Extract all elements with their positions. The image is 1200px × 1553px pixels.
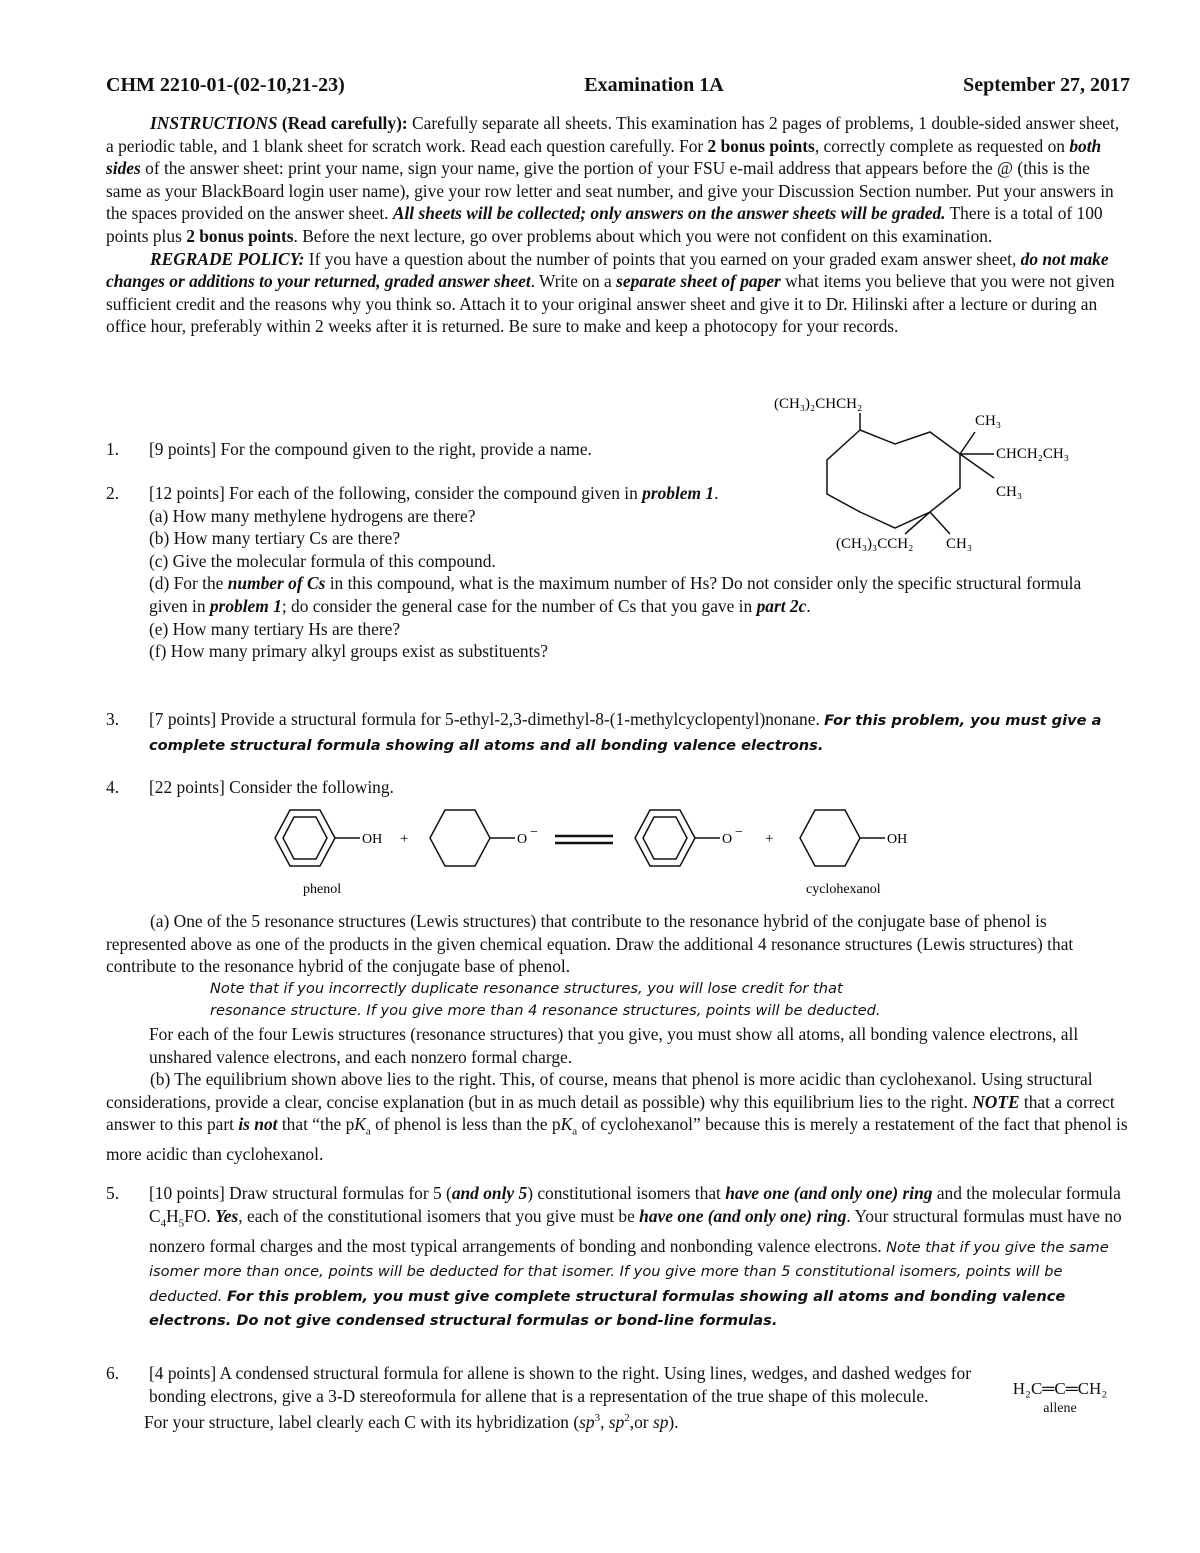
- instructions-block: [106, 112, 1128, 338]
- plus-sign-2: +: [765, 831, 774, 847]
- allene-label: allene: [1043, 1400, 1077, 1416]
- q6-hybridization: For your structure, label clearly each C with its hybridization ($sp^3$, $sp^2,or$ sp).: [144, 1411, 679, 1432]
- q4a-note-line2: resonance structure. If you give more than 4 resonance structures, points will be deducted.: [210, 1002, 881, 1020]
- oh-label-2: OH: [887, 832, 908, 847]
- q3-number: 3.: [106, 709, 120, 729]
- mol1-ch3-top: CH₃: [975, 413, 1002, 429]
- allene-formula: H₂C═C═CH₂: [1012, 1379, 1108, 1398]
- regrade-paragraph: REGRADE POLICY: If you have a question about the number of points that you earned on your graded exam answer sheet, do not make changes or additions to your returned, graded answer sheet. Write on a separate sheet of paper what items you believe that you were not given sufficient credit and the reasons why you think so. Attach it to your original answer sheet and give it to Dr. Hilinski after a lecture or during an office hour, preferably within 2 weeks after it is returned. Be sure to make and keep a photocopy for your records.: [106, 248, 1115, 337]
- minus-charge-2: −: [735, 825, 743, 840]
- q2b: (b) How many tertiary Cs are there?: [149, 528, 401, 549]
- q4a-note-line1: Note that if you incorrectly duplicate resonance structures, you will lose credit for that: [210, 979, 843, 997]
- phenol-label: phenol: [303, 882, 342, 897]
- exam-date: September 27, 2017: [963, 74, 1130, 96]
- q5-number: 5.: [106, 1183, 120, 1203]
- cyclohexanol-ring: [800, 810, 860, 866]
- plus-sign-1: +: [400, 831, 409, 847]
- q5-text: [10 points] Draw structural formulas for 5 (and only 5) constitutional isomers that have one (and only one) ring and the molecular formula $C_4H_5FO$. Yes, each of the constitutional isomers that you give must be have one (and only one) ring. Your structural formulas must have no nonzero formal charges and the most typical arrangements of bonding and nonbonding valence electrons. Note that if you give the same isomer more than once, points will be deducted for that isomer. If you give more than 5 constitutional isomers, points will be deducted. For this problem, you must give complete structural formulas showing all atoms and bonding valence electrons. Do not give condensed structural formulas or bond-line formulas.: [149, 1183, 1122, 1330]
- oh-label-1: OH: [362, 832, 383, 847]
- course-code: CHM 2210-01-(02-10,21-23): [106, 74, 345, 96]
- q1-number: 1.: [106, 439, 120, 459]
- question-4-parts: [106, 910, 1128, 1166]
- q3-text: [7 points] Provide a structural formula for 5-ethyl-2,3-dimethyl-8-(1-methylcyclopentyl)nonane. For this problem, you must give a complete structural formula showing all atoms and all bonding valence electrons.: [149, 709, 1102, 754]
- question-4: [106, 776, 1128, 799]
- q4-number: 4.: [106, 777, 120, 797]
- q2d: (d) For the number of Cs in this compound, what is the maximum number of Hs? Do not consider only the specific structural formula given in problem 1; do consider the general case for the number of Cs that you gave in part 2c.: [149, 573, 1082, 616]
- question-6: [106, 1362, 1128, 1434]
- exam-title: Examination 1A: [584, 74, 724, 96]
- phenoxide-inner-ring: [643, 817, 687, 859]
- q2f: (f) How many primary alkyl groups exist as substituents?: [149, 641, 548, 662]
- oxide-o-2: O: [722, 832, 733, 847]
- oxide-o-1: O: [517, 832, 528, 847]
- instructions-paragraph: INSTRUCTIONS (Read carefully): Carefully separate all sheets. This examination has 2 pages of problems, 1 double-sided answer sheet, a periodic table, and 1 blank sheet for scratch work. Read each question carefully. For 2 bonus points, correctly complete as requested on both sides of the answer sheet: print your name, sign your name, give the portion of your FSU e-mail address that appears before the @ (this is the same as your BlackBoard login user name), give your row letter and seat number, and give your Discussion Section number. Put your answers in the spaces provided on the answer sheet. All sheets will be collected; only answers on the answer sheets will be graded. There is a total of 100 points plus 2 bonus points. Before the next lecture, go over problems about which you were not confident on this examination.: [106, 113, 1120, 246]
- q4b-text: (b) The equilibrium shown above lies to the right. This, of course, means that phenol is more acidic than cyclohexanol. Using structural considerations, provide a clear, concise explanation (but in as much detail as possible) why this equilibrium lies to the right. NOTE that a correct answer to this part is not that “the $pK_a$ of phenol is less than the $pK_a$ of cyclohexanol” because this is merely a restatement of the fact that phenol is more acidic than cyclohexanol.: [106, 1069, 1128, 1165]
- q1-text: [9 points] For the compound given to the right, provide a name.: [149, 439, 592, 459]
- cyclohexoxide-ring: [430, 810, 490, 866]
- question-5: [106, 1182, 1128, 1333]
- equilibrium-reaction: [250, 800, 930, 900]
- mol1-bottom-substituent: (CH₃)₃CCH₂: [836, 536, 914, 552]
- q2-number: 2.: [106, 483, 120, 503]
- mol1-top-substituent: (CH₃)₂CHCH₂: [774, 396, 863, 412]
- mol1-ch3-bottom: CH₃: [996, 484, 1023, 500]
- cyclohexanol-label: cyclohexanol: [806, 882, 881, 897]
- q4a-text: (a) One of the 5 resonance structures (Lewis structures) that contribute to the resonance hybrid of the conjugate base of phenol is represented above as one of the products in the given chemical equation. Draw the additional 4 resonance structures (Lewis structures) that contribute to the resonance hybrid of the conjugate base of phenol.: [106, 911, 1074, 977]
- q6-number: 6.: [106, 1363, 120, 1383]
- phenoxide-ring: [635, 810, 695, 866]
- q2-intro: [12 points] For each of the following, consider the compound given in problem 1.: [149, 483, 719, 503]
- q2e: (e) How many tertiary Hs are there?: [149, 618, 401, 639]
- phenol-ring: [275, 810, 335, 866]
- q2c: (c) Give the molecular formula of this compound.: [149, 550, 496, 571]
- phenol-inner-ring: [283, 817, 327, 859]
- question-1: [106, 438, 746, 461]
- q6-text: [4 points] A condensed structural formula for allene is shown to the right. Using lines, wedges, and dashed wedges for bonding electrons, give a 3-D stereoformula for allene that is a representation of the true shape of this molecule.: [149, 1363, 972, 1406]
- q2a: (a) How many methylene hydrogens are there?: [149, 505, 476, 526]
- q4a-requirements: For each of the four Lewis structures (resonance structures) that you give, you must show all atoms, all bonding valence electrons, all unshared valence electrons, and each nonzero formal charge.: [149, 1023, 1079, 1067]
- exam-header: [106, 74, 1130, 97]
- mol1-right-substituent: CHCH₂CH₃: [996, 446, 1069, 462]
- minus-charge-1: −: [530, 825, 538, 840]
- q4-text: [22 points] Consider the following.: [149, 777, 394, 797]
- question-3: [106, 708, 1106, 757]
- question-2: [106, 482, 1106, 663]
- allene-structure: [990, 1378, 1130, 1417]
- mol1-ch3-ring: CH₃: [946, 536, 973, 552]
